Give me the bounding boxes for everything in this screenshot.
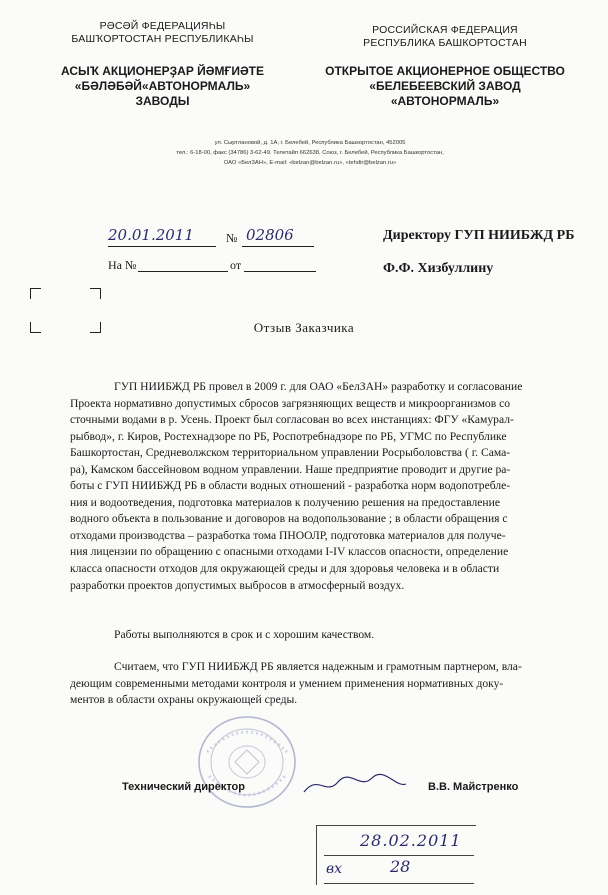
header-right: [320, 24, 570, 109]
outgoing-date: 20.01.2011: [108, 226, 194, 244]
corner-mark-top-left: [30, 288, 41, 299]
para1-line: водного объекта в пользование и договоров на водопользование ; в области обращения с: [70, 512, 508, 526]
para1-line: Проекта нормативно допустимых сбросов загрязняющих веществ и микроорганизмов со: [70, 396, 511, 410]
address-line1: ул. Сыртлановой, д. 1А, г. Белебей, Республика Башкортостан, 452005: [214, 140, 406, 146]
para1-line: ГУП НИИБЖД РБ провел в 2009 г. для ОАО «БелЗАН» разработку и согласование: [114, 380, 523, 393]
para1-line: разработки проектов допустимых выбросов в атмосферный воздух.: [70, 578, 405, 592]
incoming-date: 28.02.2011: [360, 831, 462, 850]
para3-line: Считаем, что ГУП НИИБЖД РБ является надежным и грамотным партнером, вла-: [114, 660, 522, 673]
header-left-line2: БАШҠОРТОСТАН РЕСПУБЛИКАҺЫ: [71, 33, 254, 45]
header-right-line3: ОТКРЫТОЕ АКЦИОНЕРНОЕ ОБЩЕСТВО: [325, 64, 565, 78]
address-block: [100, 138, 520, 168]
body-paragraph-3: [70, 659, 522, 709]
header-right-line1: РОССИЙСКАЯ ФЕДЕРАЦИЯ: [372, 24, 518, 36]
header-left-line1: РӘСӘЙ ФЕДЕРАЦИЯҺЫ: [99, 20, 226, 32]
header-left-line5: ЗАВОДЫ: [135, 94, 190, 108]
incoming-prefix: вх: [326, 861, 343, 877]
para1-line: Башкортостан, Средневолжском территориальном управлении Росрыболовства ( г. Сама-: [70, 446, 511, 460]
para2-line: Работы выполняются в срок и с хорошим качеством.: [114, 628, 375, 641]
para1-line: ния и водоотведения, подготовка материалов к получению решения на предоставление: [70, 495, 500, 509]
para1-line: отходами производства – разработка тома ПНООЛР, подготовка материалов для получе-: [70, 528, 506, 542]
address-line3: ОАО «БелЗАН», E-mail: «belzan@belzan.ru», «tehdir@belzan.ru»: [223, 160, 397, 166]
reference-number-line: [138, 271, 228, 272]
reference-label: На №: [108, 258, 137, 272]
signatory-name: В.В. Майстренко: [428, 781, 519, 793]
header-left-line4: «БӘЛӘБӘЙ«АВТОНОРМАЛЬ»: [74, 79, 251, 93]
para1-line: рыбвод», г. Киров, Ростехнадзоре по РБ, Роспотребнадзоре по РБ, УГМС по Республике: [70, 429, 507, 443]
handwritten-signature: [300, 770, 410, 800]
header-left-line3: АСЫҠ АКЦИОНЕРҘАР ЙӘМҒИӘТЕ: [61, 64, 264, 78]
outgoing-number-field: [242, 226, 314, 247]
body-paragraph-2: [70, 627, 374, 644]
outgoing-number-label: №: [226, 231, 238, 245]
header-left: [40, 20, 285, 109]
para1-line: боты с ГУП НИИБЖД РБ в области водных отношений - разработка норм водопотребле-: [70, 479, 511, 493]
recipient-line2: Ф.Ф. Хизбуллину: [383, 261, 494, 276]
outgoing-date-field: [108, 226, 216, 247]
para3-line: деющим современными методами контроля и умением применения нормативных доку-: [70, 676, 504, 690]
reference-date-line: [244, 271, 316, 272]
body-paragraph-1: [70, 379, 522, 594]
header-right-line2: РЕСПУБЛИКА БАШКОРТОСТАН: [363, 37, 527, 49]
header-right-line4: «БЕЛЕБЕЕВСКИЙ ЗАВОД: [369, 79, 521, 93]
recipient-line1: Директору ГУП НИИБЖД РБ: [383, 228, 575, 243]
signatory-position: Технический директор: [122, 781, 245, 793]
outgoing-number: 02806: [246, 226, 294, 244]
document-title: Отзыв Заказчика: [253, 320, 355, 335]
para1-line: ра), Камском бассейновом водном управлении. Наше предприятие проводит и другие ра-: [70, 462, 511, 476]
corner-mark-top-right: [90, 288, 101, 299]
para1-line: класса опасности отходов для окружающей среды и для здоровья человека и в области: [70, 562, 500, 576]
company-seal: [195, 712, 300, 812]
para3-line: ментов в области охраны окружающей среды.: [70, 693, 298, 707]
para1-line: ния лицензии по обращению с опасными отходами I-IV классов опасности, определение: [70, 545, 509, 559]
header-right-line5: «АВТОНОРМАЛЬ»: [390, 94, 500, 108]
address-line2: тел.: 6-18-00, факс (34786) 3-62-49. Телетайп 662638, Союз, г. Белебей, Республика Башкортостан,: [176, 150, 444, 156]
reference-from-label: от: [230, 258, 242, 272]
para1-line: сточными водами в р. Усень. Проект был согласован во всех инстанциях: ФГУ «Камурал-: [70, 413, 514, 427]
incoming-stamp: [316, 825, 476, 885]
incoming-number: 28: [390, 857, 411, 876]
